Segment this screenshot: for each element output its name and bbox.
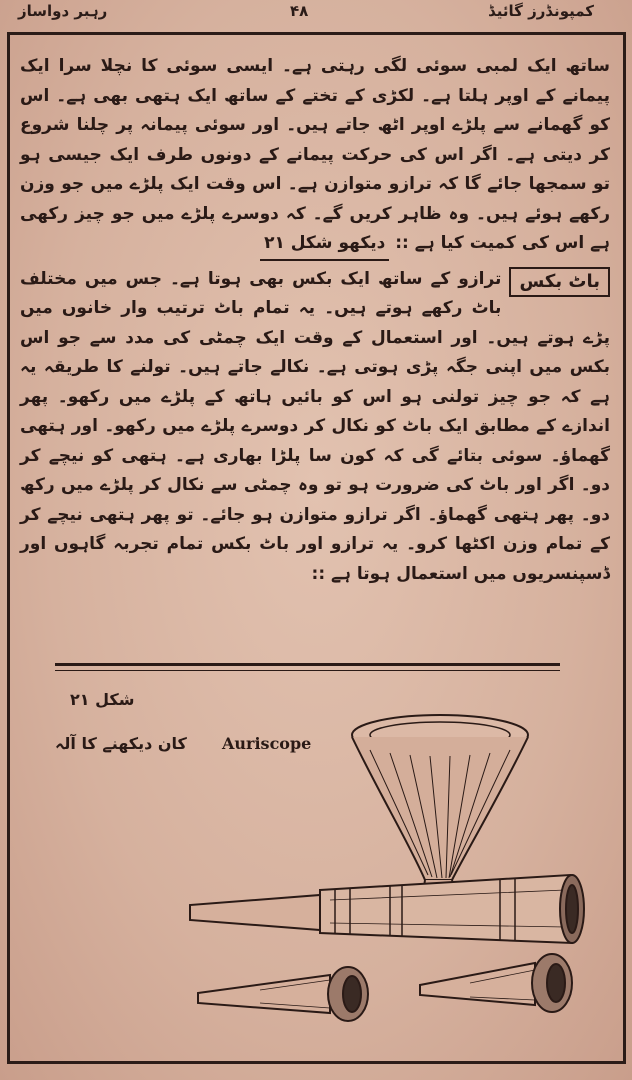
speculum-tip-left	[198, 967, 368, 1021]
divider-thin	[55, 670, 560, 671]
speculum-tip-right	[420, 954, 572, 1012]
funnel-drawing	[352, 715, 528, 900]
auriscope-illustration	[180, 705, 600, 1045]
page-header	[0, 2, 632, 30]
tube-drawing	[190, 875, 584, 943]
paragraph-1-text: ساتھ ایک لمبی سوئی لگی رہتی ہے۔ ایسی سوئی کا نچلا سرا ایک پیمانے کے اوپر ہلتا ہے۔ لکڑی کے تختے کے ساتھ ایک ہتھی بھی ہے۔ اس کو گھمانے سے پلڑے اوپر اٹھ جاتے ہیں۔ اور سوئی پیمانہ پر چلنا شروع کر دیتی ہے۔ اگر اس کی حرکت پیمانے کے دونوں طرف ایک جیسی ہو تو سمجھا جائے گا کہ ترازو متوازن ہے۔ اس وقت ایک پلڑے میں جو وزن رکھے ہوئے ہیں۔ وہ ظاہر کریں گے۔ کہ دوسرے پلڑے میں جو چیز رکھی ہے اس کی کمیت کیا ہے ::	[20, 56, 610, 253]
paragraph-1	[20, 52, 610, 261]
figure-caption: کان دیکھنے کا آلہ	[55, 734, 187, 753]
divider-thick	[55, 663, 560, 666]
page-number: ۴۸	[290, 2, 309, 20]
header-book-title: کمپونڈرز گائیڈ	[488, 2, 594, 20]
paragraph-2	[20, 265, 610, 590]
section-heading: باٹ بکس	[509, 267, 610, 297]
figure-label: شکل ۲۱	[70, 690, 135, 709]
header-running-title: رہبر دواساز	[18, 2, 108, 20]
figure-english-label: Auriscope	[222, 734, 312, 753]
body-text	[20, 52, 610, 589]
paragraph-2-text: ترازو کے ساتھ ایک بکس بھی ہوتا ہے۔ جس میں مختلف باٹ رکھے ہوتے ہیں۔ یہ تمام باٹ ترتیب وار خانوں میں پڑے ہوتے ہیں۔ اور استعمال کے وقت ایک چمٹی کی مدد سے جو اس بکس میں اپنی جگہ پڑی ہوتی ہے۔ نکالے جاتے ہیں۔ تولنے کا طریقہ یہ ہے کہ جو چیز تولنی ہو اس کو بائیں ہاتھ کے پلڑے میں رکھو۔ پھر اندازے کے مطابق ایک باٹ کو نکال کر دوسرے پلڑے میں رکھو۔ اور ہتھی گھماؤ۔ سوئی بتائے گی کہ کون سا پلڑا بھاری ہے۔ ہتھی کو نیچے کر دو۔ اگر اور باٹ کی ضرورت ہو تو وہ چمٹی سے نکال کر پلڑے میں رکھ دو۔ پھر ہتھی گھماؤ۔ اگر ترازو متوازن ہو جائے۔ تو پھر ہتھی نیچے کر کے تمام وزن اکٹھا کرو۔ یہ ترازو اور باٹ بکس تمام تجربہ گاہوں اور ڈسپنسریوں میں استعمال ہوتا ہے ::	[20, 268, 610, 584]
figure-reference: دیکھو شکل ۲۱	[260, 229, 389, 261]
